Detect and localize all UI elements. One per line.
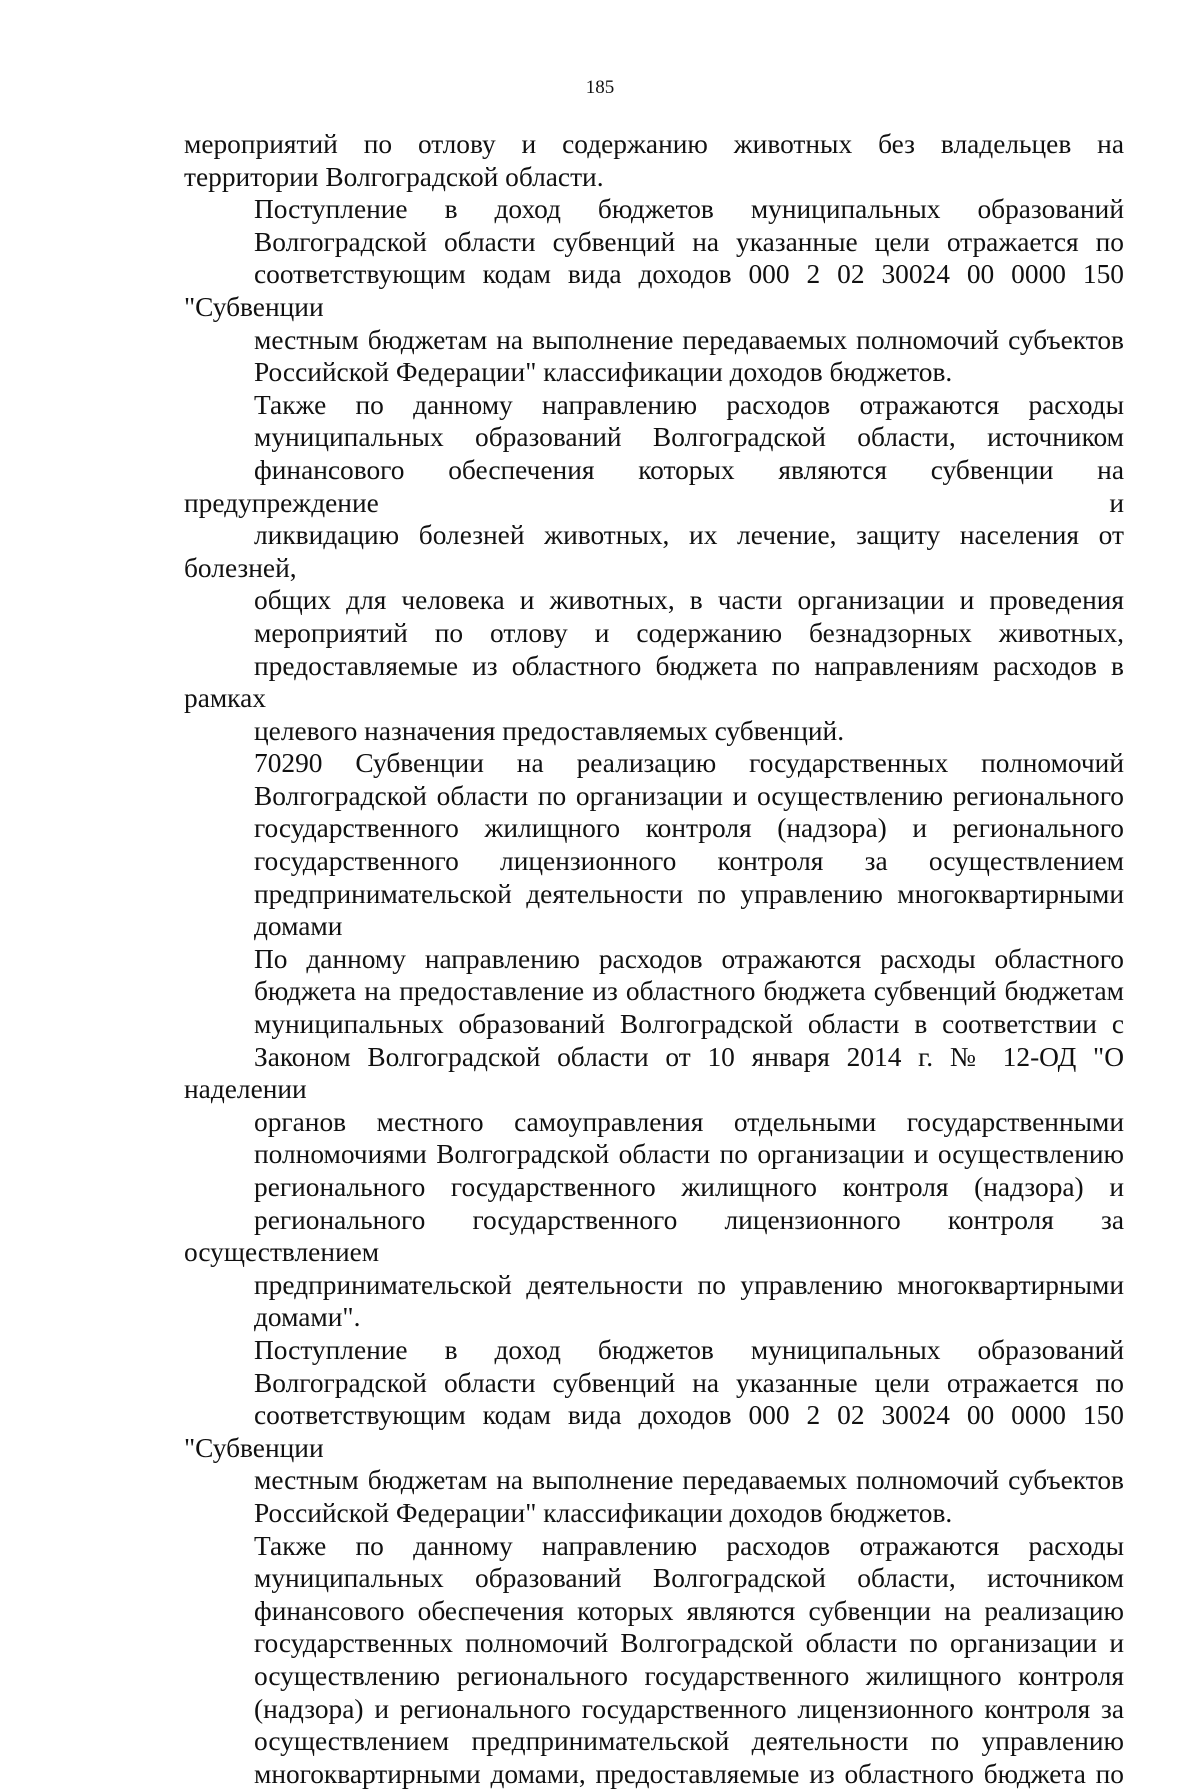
text-line: муниципальных образований Волгоградской области, источником	[254, 1563, 1124, 1594]
text-line: многоквартирными домами, предоставляемые из областного бюджета по	[254, 1758, 1124, 1789]
text-line: государственных полномочий Волгоградской области по организации и	[254, 1628, 1124, 1659]
text-line: домами".	[254, 1302, 361, 1333]
paragraph	[184, 389, 1124, 748]
text-line: финансового обеспечения которых являются субвенции на реализацию	[254, 1595, 1124, 1626]
text-line: муниципальных образований Волгоградской области, источником	[254, 422, 1124, 453]
text-line: домами	[254, 911, 343, 942]
text-line: предоставляемые из областного бюджета по направлениям расходов в рамках	[184, 650, 1124, 714]
text-line: Российской Федерации" классификации доходов бюджетов.	[254, 357, 953, 388]
text-line: мероприятий по отлову и содержанию животных без владельцев на	[184, 129, 1124, 159]
text-line: 70290 Субвенции на реализацию государственных полномочий	[254, 748, 1124, 779]
text-line: осуществлению регионального государственного жилищного контроля	[254, 1660, 1124, 1691]
text-line: муниципальных образований Волгоградской области в соответствии с	[254, 1009, 1124, 1040]
text-line: государственного лицензионного контроля за осуществлением	[254, 846, 1124, 877]
text-line: территории Волгоградской области.	[184, 161, 604, 192]
text-line: местным бюджетам на выполнение передаваемых полномочий субъектов	[254, 1465, 1124, 1496]
text-line: Волгоградской области субвенций на указанные цели отражается по	[254, 226, 1124, 257]
text-line: регионального государственного жилищного контроля (надзора) и	[254, 1172, 1124, 1202]
text-line: целевого назначения предоставляемых субвенций.	[254, 715, 845, 746]
text-line: Поступление в доход бюджетов муниципальных образований	[254, 194, 1124, 225]
text-line: предпринимательской деятельности по управлению многоквартирными	[254, 878, 1124, 909]
text-line: Волгоградской области по организации и осуществлению регионального	[254, 780, 1124, 811]
text-line: ликвидацию болезней животных, их лечение, защиту населения от болезней,	[184, 520, 1124, 583]
paragraph	[184, 193, 1124, 389]
text-line: Российской Федерации" классификации доходов бюджетов.	[254, 1497, 953, 1528]
text-line: бюджета на предоставление из областного бюджета субвенций бюджетам	[254, 976, 1124, 1007]
document-body	[184, 128, 1124, 1790]
text-line: полномочиями Волгоградской области по организации и осуществлению	[254, 1139, 1124, 1170]
paragraph	[184, 943, 1124, 1334]
text-line: (надзора) и регионального государственного лицензионного контроля за	[254, 1693, 1124, 1724]
page-number: 185	[585, 77, 615, 98]
paragraph	[184, 128, 1124, 193]
text-line: органов местного самоуправления отдельными государственными	[254, 1106, 1124, 1137]
text-line: Поступление в доход бюджетов муниципальных образований	[254, 1334, 1124, 1365]
text-line: финансового обеспечения которых являются субвенции на предупреждение и	[184, 454, 1124, 518]
paragraph	[184, 1530, 1124, 1790]
text-line: предпринимательской деятельности по управлению многоквартирными	[254, 1269, 1124, 1300]
text-line: соответствующим кодам вида доходов 000 2 02 30024 00 0000 150 "Субвенции	[184, 1400, 1124, 1463]
text-line: государственного жилищного контроля (надзора) и регионального	[254, 813, 1124, 844]
text-line: Также по данному направлению расходов отражаются расходы	[254, 389, 1124, 420]
text-line: осуществлением предпринимательской деятельности по управлению	[254, 1726, 1124, 1757]
text-line: Волгоградской области субвенций на указанные цели отражается по	[254, 1367, 1124, 1398]
text-line: соответствующим кодам вида доходов 000 2 02 30024 00 0000 150 "Субвенции	[184, 259, 1124, 322]
text-line: Законом Волгоградской области от 10 января 2014 г. № 12-ОД "О наделении	[184, 1041, 1124, 1105]
text-line: Также по данному направлению расходов отражаются расходы	[254, 1530, 1124, 1561]
text-line: По данному направлению расходов отражаются расходы областного	[254, 943, 1124, 974]
paragraph	[184, 747, 1124, 943]
text-line: общих для человека и животных, в части организации и проведения	[254, 585, 1124, 616]
text-line: мероприятий по отлову и содержанию безнадзорных животных,	[254, 617, 1124, 648]
text-line: местным бюджетам на выполнение передаваемых полномочий субъектов	[254, 324, 1124, 355]
paragraph	[184, 1334, 1124, 1530]
text-line: регионального государственного лицензионного контроля за осуществлением	[184, 1204, 1124, 1268]
